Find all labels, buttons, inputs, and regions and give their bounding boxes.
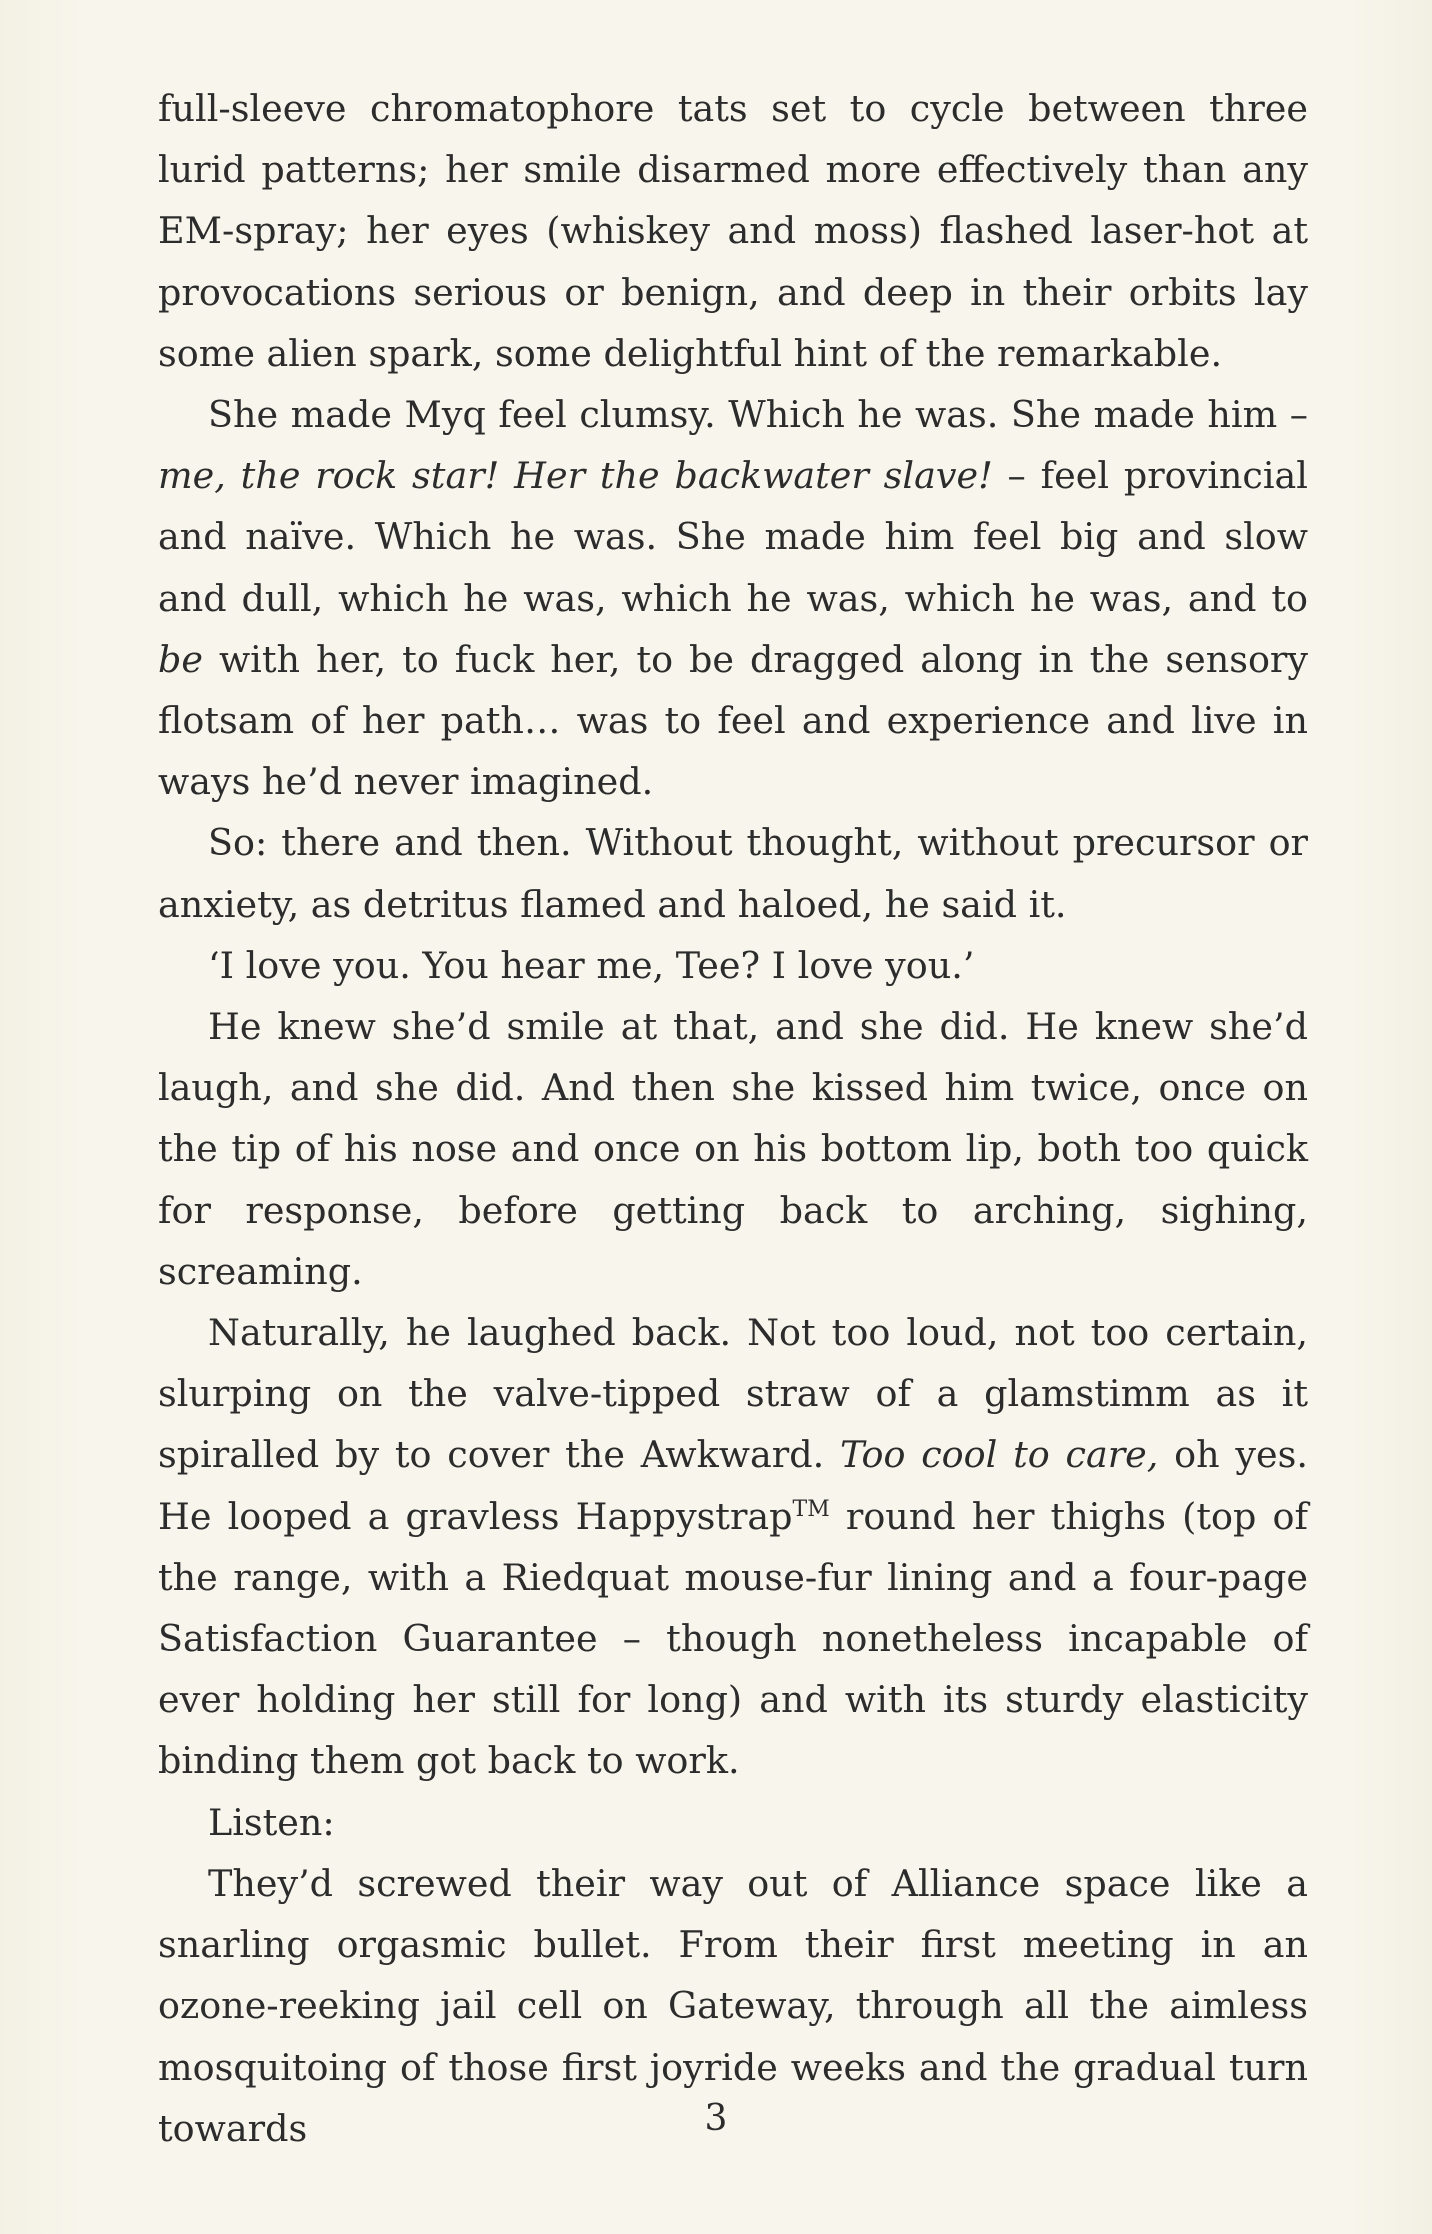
paragraph-naturally xyxy=(158,1302,1308,1792)
paragraph-text: oh yes. He looped a gravless Happystrap xyxy=(158,1433,1308,1538)
body-text xyxy=(158,78,1308,2159)
paragraph-text: with her, to fuck her, to be dragged along in the sensory flotsam of her path… was to feel and experience and live in ways he’d never imagined. xyxy=(158,637,1308,804)
italic-phrase: Too cool to care, xyxy=(839,1433,1159,1477)
trademark-mark: TM xyxy=(792,1496,830,1522)
paragraph-text: round her thighs (top of the range, with a Riedquat mouse-fur lining and a four-page Satisfaction Guarantee – though nonetheless incapable of ever holding her still for long) and with its sturdy elasticity binding them got back to work. xyxy=(158,1494,1308,1783)
italic-thought: me, the rock star! Her the backwater slave! xyxy=(158,454,993,498)
paragraph-continued: full-sleeve chromatophore tats set to cycle between three lurid patterns; her smile disarmed more effectively than any EM-spray; her eyes (whiskey and moss) flashed laser-hot at provocations serious or benign, and deep in their orbits lay some alien spark, some delightful hint of the remarkable. xyxy=(158,87,1308,375)
paragraph-text: Naturally, he laughed back. Not too loud, not too certain, slurping on the valve-tipped straw of a glamstimm as it spiralled by to cover the Awkward. xyxy=(158,1311,1308,1477)
paragraph-dialogue: ‘I love you. You hear me, Tee? I love you.’ xyxy=(208,943,975,987)
paragraph-she-made-myq xyxy=(158,384,1308,812)
paragraph-text: She made Myq feel clumsy. Which he was. She made him – xyxy=(208,393,1308,437)
paragraph-alliance-space: They’d screwed their way out of Alliance space like a snarling orgasmic bullet. From their first meeting in an ozone-reeking jail cell on Gateway, through all the aimless mosquitoing of those first joyride weeks and the gradual turn towards xyxy=(158,1861,1308,2150)
paragraph-she-smiled: He knew she’d smile at that, and she did. He knew she’d laugh, and she did. And then she kissed him twice, once on the tip of his nose and once on his bottom lip, both too quick for response, before getting back to arching, sighing, screaming. xyxy=(158,1005,1308,1293)
italic-emphasis: be xyxy=(158,637,203,681)
paragraph-there-and-then: So: there and then. Without thought, without precursor or anxiety, as detritus flamed and haloed, he said it. xyxy=(158,821,1308,926)
page-number: 3 xyxy=(704,2098,728,2139)
paragraph-listen: Listen: xyxy=(208,1800,335,1844)
paragraph-text: – feel provincial and naïve. Which he was. She made him feel big and slow and dull, which he was, which he was, which he was, and to xyxy=(158,454,1308,620)
